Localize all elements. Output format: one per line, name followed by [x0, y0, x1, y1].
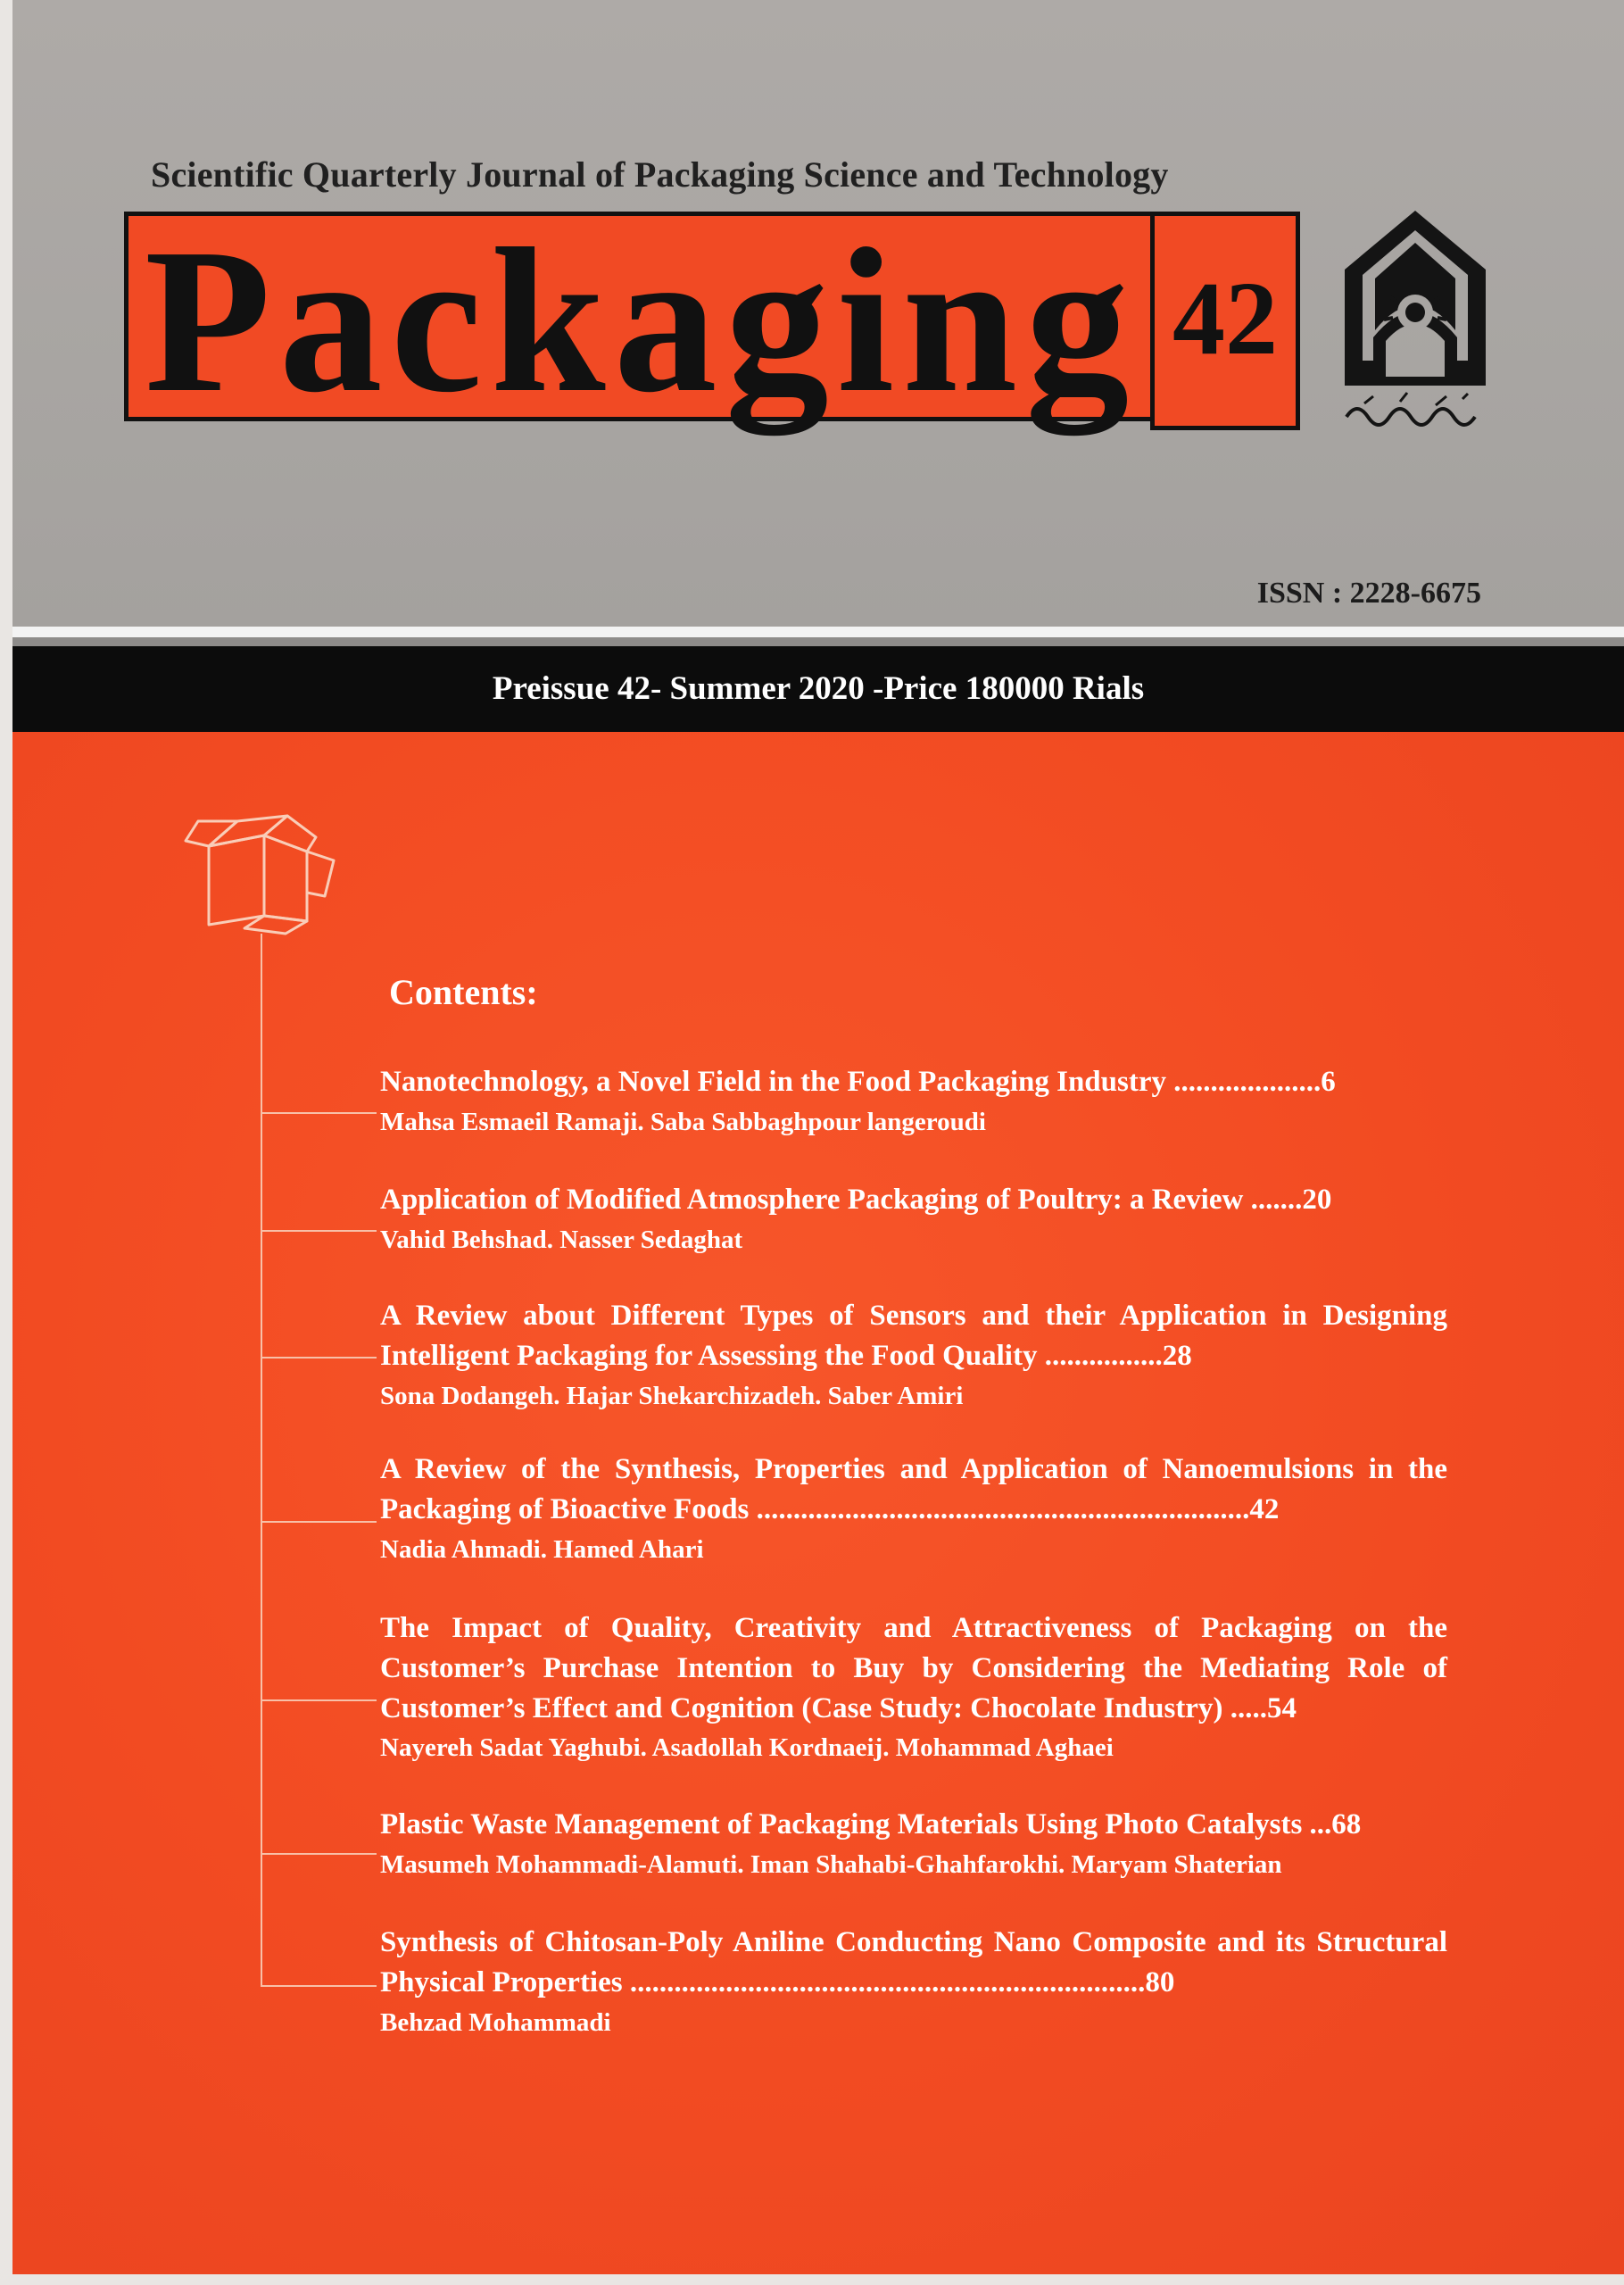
entry-authors: Mahsa Esmaeil Ramaji. Saba Sabbaghpour langeroudi — [380, 1108, 986, 1136]
entry-connector — [261, 1521, 377, 1523]
entry-connector — [261, 1112, 377, 1114]
journal-cover — [12, 0, 1624, 2274]
entry-authors: Masumeh Mohammadi-Alamuti. Iman Shahabi-Ghahfarokhi. Maryam Shaterian — [380, 1850, 1282, 1879]
issue-number-box: 42 — [1150, 212, 1300, 430]
entry-title: Plastic Waste Management of Packaging Materials Using Photo Catalysts ...68 — [380, 1808, 1362, 1840]
entry-connector — [261, 1357, 377, 1359]
contents-heading: Contents: — [389, 972, 538, 1012]
entry-connector — [261, 1985, 377, 1987]
issn-label: ISSN : 2228-6675 — [1256, 577, 1481, 610]
entry-authors: Sona Dodangeh. Hajar Shekarchizadeh. Saber Amiri — [380, 1382, 964, 1410]
entry-title: A Review of the Synthesis, Properties and Application of Nanoemulsions in the Packaging of Bioactive Foods ...................................................................42 — [380, 1453, 1447, 1525]
entry-authors: Nadia Ahmadi. Hamed Ahari — [380, 1535, 704, 1564]
entry-connector — [261, 1230, 377, 1232]
entry-title: Nanotechnology, a Novel Field in the Food Packaging Industry ....................6 — [380, 1066, 1336, 1098]
box-outline-icon — [182, 810, 338, 935]
entry-authors: Nayereh Sadat Yaghubi. Asadollah Kordnaeij. Mohammad Aghaei — [380, 1733, 1114, 1762]
journal-title-box — [124, 206, 1300, 436]
entry-title: Application of Modified Atmosphere Packaging of Poultry: a Review .......20 — [380, 1184, 1332, 1216]
entry-title: Synthesis of Chitosan-Poly Aniline Conducting Nano Composite and its Structural Physical Properties ......................................................................80 — [380, 1926, 1447, 1998]
entry-authors: Vahid Behshad. Nasser Sedaghat — [380, 1226, 743, 1254]
divider-grey — [12, 637, 1624, 646]
issue-info-band: Preissue 42- Summer 2020 -Price 180000 Rials — [12, 646, 1624, 732]
entry-title: The Impact of Quality, Creativity and Attractiveness of Packaging on the Customer’s Purchase Intention to Buy by Considering the Mediating Role of Customer’s Effect and Cognition (Case Study: Chocolate Industry) .....54 — [380, 1612, 1447, 1724]
journal-title: Packaging — [145, 206, 1138, 436]
journal-subtitle: Scientific Quarterly Journal of Packaging Science and Technology — [151, 154, 1169, 195]
entry-connector — [261, 1699, 377, 1701]
entry-title: A Review about Different Types of Sensors and their Application in Designing Intelligent Packaging for Assessing the Food Quality ................28 — [380, 1300, 1447, 1372]
entry-connector — [261, 1853, 377, 1855]
divider-white — [12, 627, 1624, 637]
entry-authors: Behzad Mohammadi — [380, 2008, 611, 2037]
university-emblem-icon — [1338, 207, 1494, 435]
cover-header-panel — [12, 0, 1624, 627]
contents-spine-line — [261, 934, 262, 1987]
